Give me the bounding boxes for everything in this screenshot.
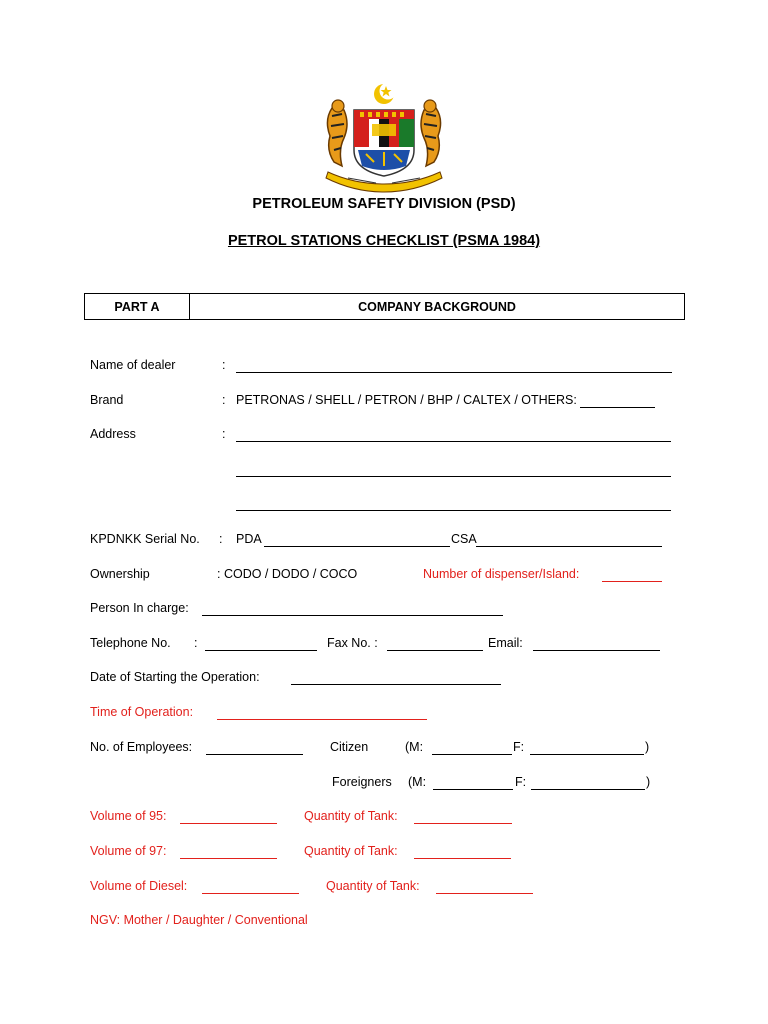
telephone-field[interactable] <box>205 650 317 651</box>
email-label: Email: <box>488 636 523 650</box>
dealer-colon: : <box>222 358 226 372</box>
citizen-f-label: F: <box>513 740 525 754</box>
part-title: COMPANY BACKGROUND <box>358 299 516 314</box>
ngv-options: NGV: Mother / Daughter / Conventional <box>90 913 308 927</box>
brand-options: PETRONAS / SHELL / PETRON / BHP / CALTEX / OTHERS: <box>236 393 577 407</box>
diesel-tank-label: Quantity of Tank: <box>326 879 420 893</box>
foreigners-close-paren: ) <box>646 775 651 789</box>
brand-others-field[interactable] <box>580 407 655 408</box>
foreigners-f-label: F: <box>515 775 527 789</box>
vol95-label: Volume of 95: <box>90 809 167 823</box>
citizen-close-paren: ) <box>645 740 650 754</box>
time-field[interactable] <box>217 719 427 720</box>
citizen-m-field[interactable] <box>432 754 512 755</box>
vol95-field[interactable] <box>180 823 277 824</box>
dealer-field[interactable] <box>236 372 672 373</box>
person-label: Person In charge: <box>90 601 189 615</box>
citizen-m-label: (M: <box>405 740 424 754</box>
vol97-tank-label: Quantity of Tank: <box>304 844 398 858</box>
person-field[interactable] <box>202 615 503 616</box>
employees-label: No. of Employees: <box>90 740 193 754</box>
csa-label: CSA <box>451 532 477 546</box>
vol97-field[interactable] <box>180 858 277 859</box>
address-field-line-2[interactable] <box>236 476 671 477</box>
serial-label: KPDNKK Serial No. <box>90 532 200 546</box>
diesel-label: Volume of Diesel: <box>90 879 188 893</box>
employees-field[interactable] <box>206 754 303 755</box>
address-field-line-3[interactable] <box>236 510 671 511</box>
part-a-header <box>84 293 685 320</box>
diesel-field[interactable] <box>202 893 299 894</box>
vol95-tank-label: Quantity of Tank: <box>304 809 398 823</box>
date-label: Date of Starting the Operation: <box>90 670 260 684</box>
telephone-label: Telephone No. <box>90 636 171 650</box>
checklist-heading-wrap <box>0 233 768 249</box>
division-heading: PETROLEUM SAFETY DIVISION (PSD) <box>252 196 516 212</box>
vol97-tank-field[interactable] <box>414 858 511 859</box>
address-label: Address <box>90 427 136 441</box>
telephone-colon: : <box>194 636 198 650</box>
foreigners-f-field[interactable] <box>531 789 645 790</box>
diesel-tank-field[interactable] <box>436 893 533 894</box>
malaysia-coat-of-arms-icon <box>314 80 454 195</box>
foreigners-m-label: (M: <box>408 775 427 789</box>
date-field[interactable] <box>291 684 501 685</box>
citizen-label: Citizen <box>330 740 369 754</box>
address-colon: : <box>222 427 226 441</box>
address-field-line-1[interactable] <box>236 441 671 442</box>
foreigners-m-field[interactable] <box>433 789 513 790</box>
citizen-f-field[interactable] <box>530 754 644 755</box>
foreigners-label: Foreigners <box>332 775 392 789</box>
vol97-label: Volume of 97: <box>90 844 167 858</box>
brand-label: Brand <box>90 393 124 407</box>
ownership-options: : CODO / DODO / COCO <box>217 567 358 581</box>
fax-field[interactable] <box>387 650 483 651</box>
checklist-heading: PETROL STATIONS CHECKLIST (PSMA 1984) <box>227 233 541 249</box>
brand-colon: : <box>222 393 226 407</box>
dispenser-label: Number of dispenser/Island: <box>423 567 580 581</box>
fax-label: Fax No. : <box>327 636 378 650</box>
email-field[interactable] <box>533 650 660 651</box>
serial-colon: : <box>219 532 223 546</box>
pda-label: PDA <box>236 532 262 546</box>
time-label: Time of Operation: <box>90 705 194 719</box>
dealer-label: Name of dealer <box>90 358 176 372</box>
dispenser-field[interactable] <box>602 581 662 582</box>
ownership-label: Ownership <box>90 567 150 581</box>
csa-field[interactable] <box>476 546 662 547</box>
part-label: PART A <box>85 294 190 319</box>
vol95-tank-field[interactable] <box>414 823 512 824</box>
pda-field[interactable] <box>264 546 450 547</box>
